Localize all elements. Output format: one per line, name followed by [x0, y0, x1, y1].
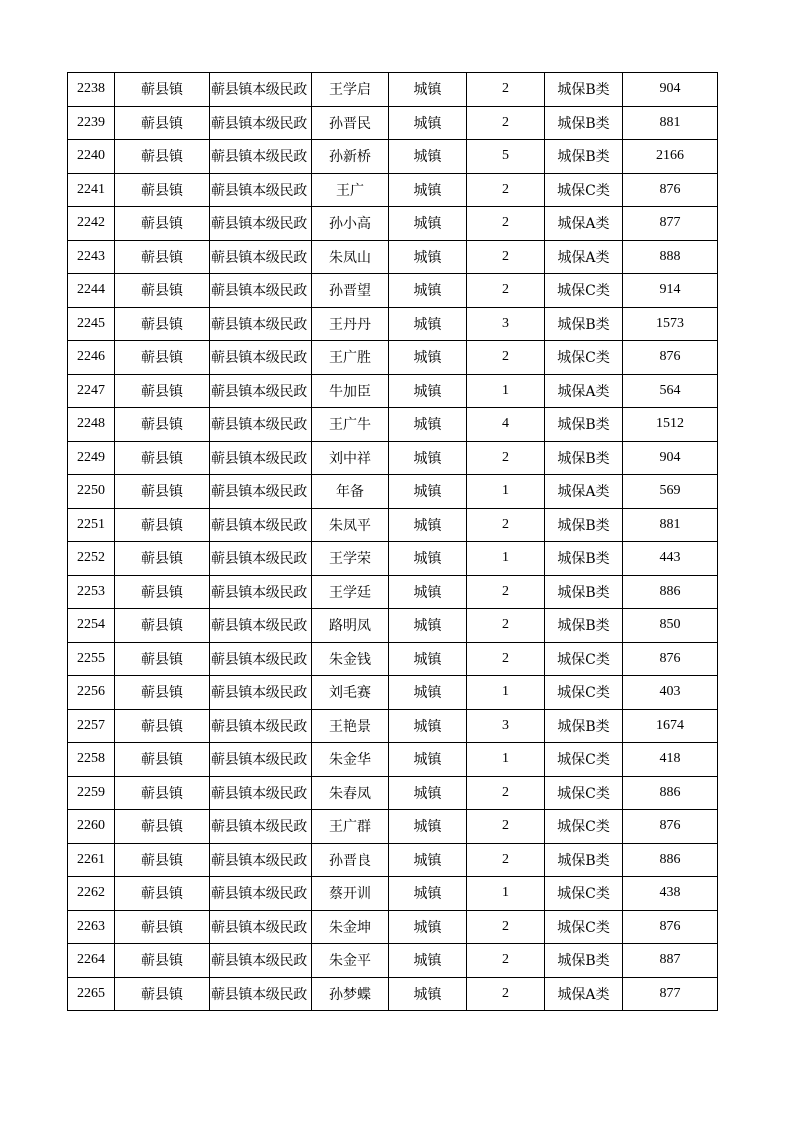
area-type-cell: 城镇 — [389, 743, 467, 777]
row-number-cell: 2239 — [68, 106, 115, 140]
department-cell: 蕲县镇本级民政 — [210, 73, 312, 107]
household-size-cell: 3 — [467, 307, 545, 341]
town-cell: 蕲县镇 — [115, 709, 210, 743]
town-cell: 蕲县镇 — [115, 240, 210, 274]
department-cell: 蕲县镇本级民政 — [210, 475, 312, 509]
household-size-cell: 2 — [467, 776, 545, 810]
town-cell: 蕲县镇 — [115, 207, 210, 241]
table-row — [68, 374, 718, 408]
name-cell: 王学荣 — [312, 542, 389, 576]
department-cell: 蕲县镇本级民政 — [210, 106, 312, 140]
area-type-cell: 城镇 — [389, 676, 467, 710]
category-cell: 城保A类 — [545, 207, 623, 241]
name-cell: 王广牛 — [312, 408, 389, 442]
area-type-cell: 城镇 — [389, 508, 467, 542]
amount-cell: 904 — [623, 73, 718, 107]
category-cell: 城保B类 — [545, 709, 623, 743]
area-type-cell: 城镇 — [389, 173, 467, 207]
table-row — [68, 676, 718, 710]
amount-cell: 886 — [623, 776, 718, 810]
household-size-cell: 2 — [467, 910, 545, 944]
department-cell: 蕲县镇本级民政 — [210, 575, 312, 609]
name-cell: 王广胜 — [312, 341, 389, 375]
town-cell: 蕲县镇 — [115, 508, 210, 542]
row-number-cell: 2243 — [68, 240, 115, 274]
area-type-cell: 城镇 — [389, 877, 467, 911]
name-cell: 王广群 — [312, 810, 389, 844]
department-cell: 蕲县镇本级民政 — [210, 944, 312, 978]
category-cell: 城保B类 — [545, 542, 623, 576]
household-size-cell: 2 — [467, 441, 545, 475]
category-cell: 城保B类 — [545, 441, 623, 475]
household-size-cell: 1 — [467, 877, 545, 911]
table-row — [68, 173, 718, 207]
amount-cell: 438 — [623, 877, 718, 911]
department-cell: 蕲县镇本级民政 — [210, 441, 312, 475]
table-row — [68, 642, 718, 676]
amount-cell: 914 — [623, 274, 718, 308]
town-cell: 蕲县镇 — [115, 307, 210, 341]
row-number-cell: 2262 — [68, 877, 115, 911]
category-cell: 城保B类 — [545, 140, 623, 174]
table-row — [68, 274, 718, 308]
town-cell: 蕲县镇 — [115, 843, 210, 877]
table-row — [68, 944, 718, 978]
table-row — [68, 810, 718, 844]
area-type-cell: 城镇 — [389, 810, 467, 844]
town-cell: 蕲县镇 — [115, 408, 210, 442]
household-size-cell: 2 — [467, 106, 545, 140]
table-row — [68, 73, 718, 107]
department-cell: 蕲县镇本级民政 — [210, 877, 312, 911]
name-cell: 朱金钱 — [312, 642, 389, 676]
category-cell: 城保C类 — [545, 776, 623, 810]
household-size-cell: 2 — [467, 642, 545, 676]
category-cell: 城保C类 — [545, 877, 623, 911]
name-cell: 朱凤山 — [312, 240, 389, 274]
area-type-cell: 城镇 — [389, 977, 467, 1011]
amount-cell: 877 — [623, 977, 718, 1011]
area-type-cell: 城镇 — [389, 910, 467, 944]
amount-cell: 876 — [623, 341, 718, 375]
name-cell: 路明凤 — [312, 609, 389, 643]
department-cell: 蕲县镇本级民政 — [210, 810, 312, 844]
area-type-cell: 城镇 — [389, 374, 467, 408]
household-size-cell: 5 — [467, 140, 545, 174]
name-cell: 朱金坤 — [312, 910, 389, 944]
category-cell: 城保B类 — [545, 843, 623, 877]
department-cell: 蕲县镇本级民政 — [210, 642, 312, 676]
category-cell: 城保C类 — [545, 642, 623, 676]
area-type-cell: 城镇 — [389, 843, 467, 877]
row-number-cell: 2255 — [68, 642, 115, 676]
roster-body — [68, 73, 718, 1011]
department-cell: 蕲县镇本级民政 — [210, 307, 312, 341]
table-row — [68, 207, 718, 241]
table-row — [68, 575, 718, 609]
town-cell: 蕲县镇 — [115, 441, 210, 475]
household-size-cell: 2 — [467, 810, 545, 844]
table-row — [68, 341, 718, 375]
town-cell: 蕲县镇 — [115, 374, 210, 408]
department-cell: 蕲县镇本级民政 — [210, 910, 312, 944]
household-size-cell: 2 — [467, 341, 545, 375]
amount-cell: 881 — [623, 106, 718, 140]
row-number-cell: 2242 — [68, 207, 115, 241]
row-number-cell: 2261 — [68, 843, 115, 877]
area-type-cell: 城镇 — [389, 609, 467, 643]
row-number-cell: 2257 — [68, 709, 115, 743]
area-type-cell: 城镇 — [389, 441, 467, 475]
area-type-cell: 城镇 — [389, 475, 467, 509]
department-cell: 蕲县镇本级民政 — [210, 776, 312, 810]
household-size-cell: 2 — [467, 508, 545, 542]
amount-cell: 418 — [623, 743, 718, 777]
town-cell: 蕲县镇 — [115, 642, 210, 676]
row-number-cell: 2252 — [68, 542, 115, 576]
household-size-cell: 1 — [467, 374, 545, 408]
department-cell: 蕲县镇本级民政 — [210, 140, 312, 174]
area-type-cell: 城镇 — [389, 408, 467, 442]
name-cell: 王学启 — [312, 73, 389, 107]
area-type-cell: 城镇 — [389, 307, 467, 341]
category-cell: 城保B类 — [545, 944, 623, 978]
household-size-cell: 1 — [467, 676, 545, 710]
amount-cell: 876 — [623, 173, 718, 207]
name-cell: 朱金平 — [312, 944, 389, 978]
household-size-cell: 1 — [467, 475, 545, 509]
category-cell: 城保C类 — [545, 810, 623, 844]
amount-cell: 887 — [623, 944, 718, 978]
town-cell: 蕲县镇 — [115, 173, 210, 207]
roster-table — [67, 72, 718, 1011]
table-row — [68, 408, 718, 442]
department-cell: 蕲县镇本级民政 — [210, 977, 312, 1011]
town-cell: 蕲县镇 — [115, 776, 210, 810]
name-cell: 牛加臣 — [312, 374, 389, 408]
row-number-cell: 2250 — [68, 475, 115, 509]
row-number-cell: 2244 — [68, 274, 115, 308]
department-cell: 蕲县镇本级民政 — [210, 374, 312, 408]
name-cell: 孙梦蝶 — [312, 977, 389, 1011]
row-number-cell: 2263 — [68, 910, 115, 944]
table-row — [68, 140, 718, 174]
name-cell: 年备 — [312, 475, 389, 509]
town-cell: 蕲县镇 — [115, 542, 210, 576]
household-size-cell: 2 — [467, 575, 545, 609]
name-cell: 孙小高 — [312, 207, 389, 241]
town-cell: 蕲县镇 — [115, 977, 210, 1011]
area-type-cell: 城镇 — [389, 642, 467, 676]
category-cell: 城保A类 — [545, 475, 623, 509]
row-number-cell: 2253 — [68, 575, 115, 609]
amount-cell: 881 — [623, 508, 718, 542]
row-number-cell: 2246 — [68, 341, 115, 375]
area-type-cell: 城镇 — [389, 944, 467, 978]
department-cell: 蕲县镇本级民政 — [210, 709, 312, 743]
area-type-cell: 城镇 — [389, 240, 467, 274]
name-cell: 孙晋望 — [312, 274, 389, 308]
table-row — [68, 475, 718, 509]
name-cell: 王广 — [312, 173, 389, 207]
table-row — [68, 441, 718, 475]
amount-cell: 888 — [623, 240, 718, 274]
category-cell: 城保B类 — [545, 73, 623, 107]
household-size-cell: 1 — [467, 743, 545, 777]
name-cell: 朱金华 — [312, 743, 389, 777]
town-cell: 蕲县镇 — [115, 910, 210, 944]
row-number-cell: 2265 — [68, 977, 115, 1011]
table-row — [68, 743, 718, 777]
department-cell: 蕲县镇本级民政 — [210, 274, 312, 308]
category-cell: 城保B类 — [545, 307, 623, 341]
town-cell: 蕲县镇 — [115, 73, 210, 107]
category-cell: 城保B类 — [545, 508, 623, 542]
amount-cell: 850 — [623, 609, 718, 643]
table-row — [68, 843, 718, 877]
town-cell: 蕲县镇 — [115, 609, 210, 643]
row-number-cell: 2249 — [68, 441, 115, 475]
category-cell: 城保B类 — [545, 575, 623, 609]
department-cell: 蕲县镇本级民政 — [210, 240, 312, 274]
table-row — [68, 106, 718, 140]
town-cell: 蕲县镇 — [115, 743, 210, 777]
department-cell: 蕲县镇本级民政 — [210, 843, 312, 877]
name-cell: 蔡开训 — [312, 877, 389, 911]
row-number-cell: 2248 — [68, 408, 115, 442]
area-type-cell: 城镇 — [389, 274, 467, 308]
household-size-cell: 4 — [467, 408, 545, 442]
amount-cell: 886 — [623, 575, 718, 609]
town-cell: 蕲县镇 — [115, 575, 210, 609]
amount-cell: 886 — [623, 843, 718, 877]
area-type-cell: 城镇 — [389, 140, 467, 174]
category-cell: 城保C类 — [545, 743, 623, 777]
household-size-cell: 2 — [467, 977, 545, 1011]
area-type-cell: 城镇 — [389, 776, 467, 810]
household-size-cell: 2 — [467, 73, 545, 107]
town-cell: 蕲县镇 — [115, 106, 210, 140]
area-type-cell: 城镇 — [389, 709, 467, 743]
household-size-cell: 2 — [467, 944, 545, 978]
row-number-cell: 2241 — [68, 173, 115, 207]
table-row — [68, 776, 718, 810]
category-cell: 城保B类 — [545, 408, 623, 442]
department-cell: 蕲县镇本级民政 — [210, 508, 312, 542]
town-cell: 蕲县镇 — [115, 274, 210, 308]
town-cell: 蕲县镇 — [115, 877, 210, 911]
department-cell: 蕲县镇本级民政 — [210, 173, 312, 207]
town-cell: 蕲县镇 — [115, 810, 210, 844]
department-cell: 蕲县镇本级民政 — [210, 676, 312, 710]
row-number-cell: 2251 — [68, 508, 115, 542]
amount-cell: 876 — [623, 910, 718, 944]
amount-cell: 876 — [623, 642, 718, 676]
row-number-cell: 2264 — [68, 944, 115, 978]
amount-cell: 2166 — [623, 140, 718, 174]
department-cell: 蕲县镇本级民政 — [210, 542, 312, 576]
area-type-cell: 城镇 — [389, 542, 467, 576]
category-cell: 城保B类 — [545, 609, 623, 643]
household-size-cell: 3 — [467, 709, 545, 743]
table-row — [68, 240, 718, 274]
amount-cell: 876 — [623, 810, 718, 844]
amount-cell: 403 — [623, 676, 718, 710]
table-row — [68, 977, 718, 1011]
department-cell: 蕲县镇本级民政 — [210, 207, 312, 241]
row-number-cell: 2245 — [68, 307, 115, 341]
town-cell: 蕲县镇 — [115, 475, 210, 509]
town-cell: 蕲县镇 — [115, 341, 210, 375]
household-size-cell: 2 — [467, 240, 545, 274]
department-cell: 蕲县镇本级民政 — [210, 341, 312, 375]
category-cell: 城保A类 — [545, 977, 623, 1011]
table-row — [68, 877, 718, 911]
amount-cell: 443 — [623, 542, 718, 576]
row-number-cell: 2247 — [68, 374, 115, 408]
amount-cell: 1573 — [623, 307, 718, 341]
category-cell: 城保C类 — [545, 910, 623, 944]
amount-cell: 564 — [623, 374, 718, 408]
row-number-cell: 2238 — [68, 73, 115, 107]
row-number-cell: 2256 — [68, 676, 115, 710]
household-size-cell: 2 — [467, 274, 545, 308]
area-type-cell: 城镇 — [389, 73, 467, 107]
amount-cell: 1674 — [623, 709, 718, 743]
table-row — [68, 307, 718, 341]
table-row — [68, 508, 718, 542]
category-cell: 城保A类 — [545, 374, 623, 408]
table-row — [68, 910, 718, 944]
name-cell: 王艳景 — [312, 709, 389, 743]
name-cell: 刘毛赛 — [312, 676, 389, 710]
name-cell: 王学廷 — [312, 575, 389, 609]
amount-cell: 569 — [623, 475, 718, 509]
name-cell: 刘中祥 — [312, 441, 389, 475]
row-number-cell: 2240 — [68, 140, 115, 174]
table-row — [68, 609, 718, 643]
household-size-cell: 2 — [467, 207, 545, 241]
row-number-cell: 2254 — [68, 609, 115, 643]
category-cell: 城保A类 — [545, 240, 623, 274]
row-number-cell: 2259 — [68, 776, 115, 810]
area-type-cell: 城镇 — [389, 575, 467, 609]
name-cell: 朱春凤 — [312, 776, 389, 810]
town-cell: 蕲县镇 — [115, 140, 210, 174]
area-type-cell: 城镇 — [389, 341, 467, 375]
town-cell: 蕲县镇 — [115, 676, 210, 710]
row-number-cell: 2260 — [68, 810, 115, 844]
category-cell: 城保C类 — [545, 274, 623, 308]
row-number-cell: 2258 — [68, 743, 115, 777]
name-cell: 王丹丹 — [312, 307, 389, 341]
area-type-cell: 城镇 — [389, 207, 467, 241]
name-cell: 孙晋民 — [312, 106, 389, 140]
category-cell: 城保B类 — [545, 106, 623, 140]
household-size-cell: 2 — [467, 173, 545, 207]
department-cell: 蕲县镇本级民政 — [210, 609, 312, 643]
category-cell: 城保C类 — [545, 173, 623, 207]
amount-cell: 877 — [623, 207, 718, 241]
name-cell: 孙新桥 — [312, 140, 389, 174]
household-size-cell: 2 — [467, 609, 545, 643]
table-row — [68, 709, 718, 743]
town-cell: 蕲县镇 — [115, 944, 210, 978]
department-cell: 蕲县镇本级民政 — [210, 408, 312, 442]
department-cell: 蕲县镇本级民政 — [210, 743, 312, 777]
household-size-cell: 1 — [467, 542, 545, 576]
table-row — [68, 542, 718, 576]
name-cell: 孙晋良 — [312, 843, 389, 877]
category-cell: 城保C类 — [545, 341, 623, 375]
household-size-cell: 2 — [467, 843, 545, 877]
area-type-cell: 城镇 — [389, 106, 467, 140]
category-cell: 城保C类 — [545, 676, 623, 710]
amount-cell: 904 — [623, 441, 718, 475]
name-cell: 朱凤平 — [312, 508, 389, 542]
amount-cell: 1512 — [623, 408, 718, 442]
